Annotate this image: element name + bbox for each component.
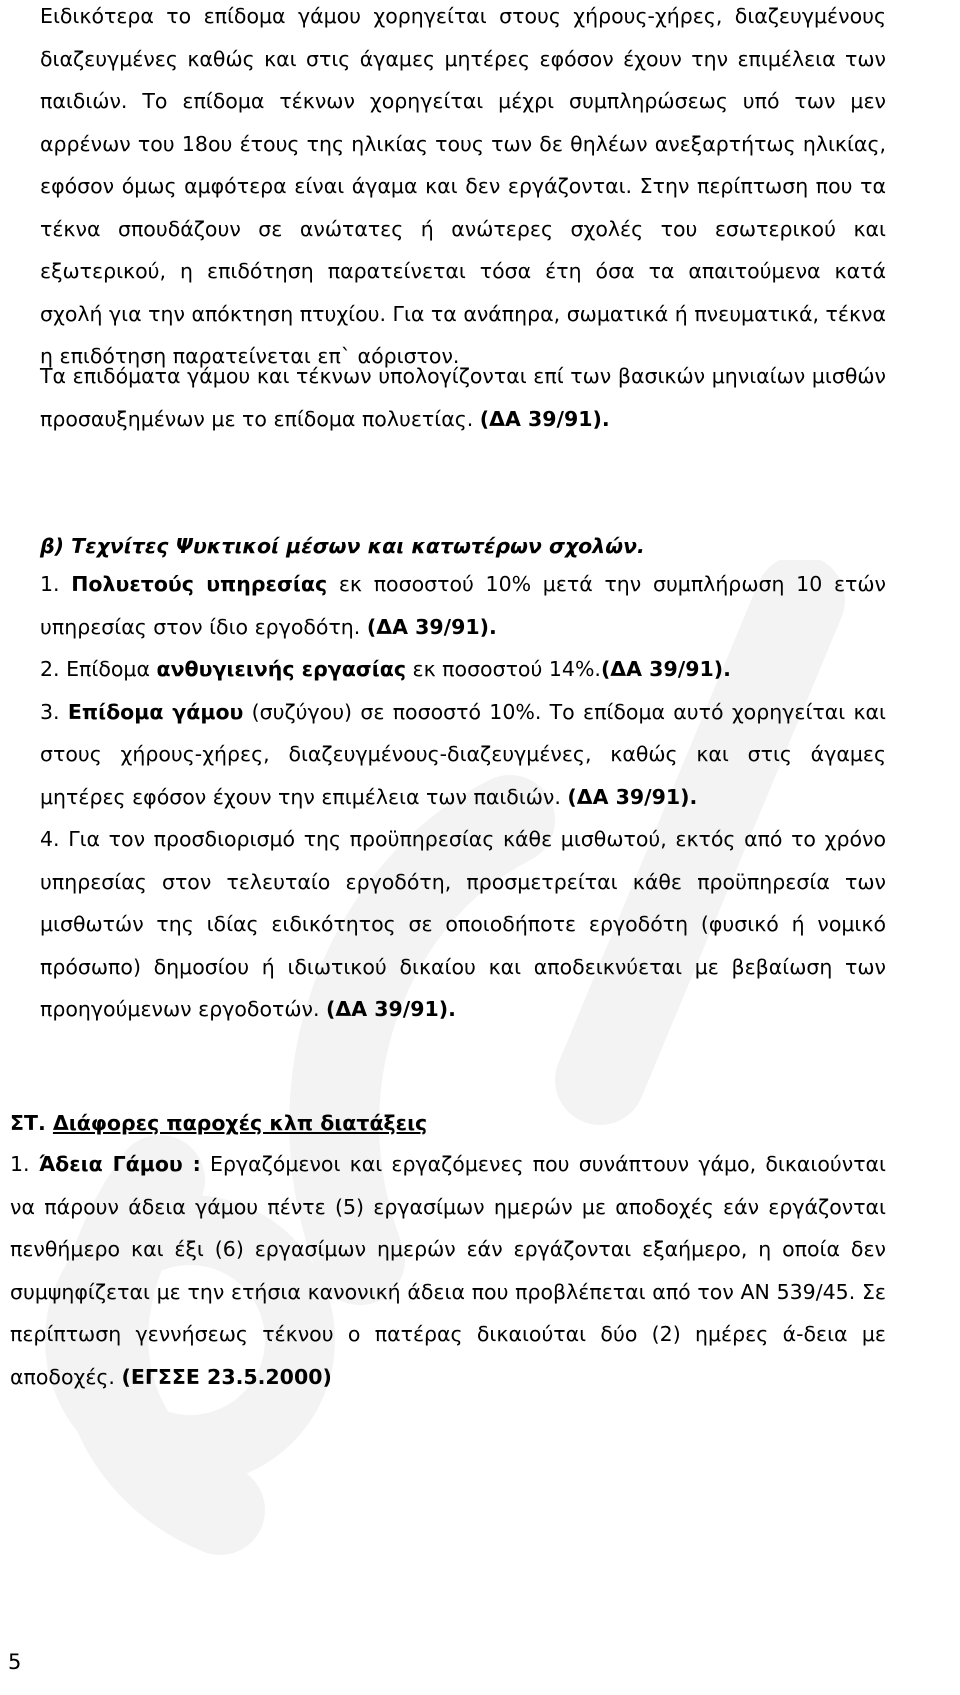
reference: (ΔΑ 39/91). [366,614,497,639]
reference: (ΔΑ 39/91). [600,657,731,681]
list-item [40,691,886,819]
list-item-number: 1. [10,1152,30,1176]
list-item-text: (συζύγου) σε ποσοστό 10%. Το επίδομα αυτό χορηγείται και στους χήρους-χήρες, διαζευγμένους-διαζευγμένες, καθώς και στις άγαμες μητέρες εφόσον έχουν την επιμέλεια των παιδιών. [40,699,886,809]
list-item-bold: Πολυετούς υπηρεσίας [71,572,328,596]
page-number: 5 [8,1650,22,1674]
list-item-bold: Επίδομα γάμου [67,699,244,724]
list-item [40,648,886,691]
list-item-bold: Άδεια Γάμου : [38,1152,201,1176]
list-item-number: 4. [40,827,60,851]
paragraph-text: Τα επιδόματα γάμου και τέκνων υπολογίζονται επί των βασικών μηνιαίων μισθών προσαυξημένων με το επίδομα πολυετίας. [40,364,886,431]
section-st-list [10,1143,886,1398]
list-item-text: Για τον προσδιορισμό της προϋπηρεσίας κάθε μισθωτού, εκτός από το χρόνο υπηρεσίας στον τελευταίο εργοδότη, προσμετρείται κάθε προϋπηρεσία των μισθωτών της ιδίας ειδικότητος σε οποιοδήποτε εργοδότη (φυσικό ή νομικό πρόσωπο) δημοσίου ή ιδιωτικού δικαίου και αποδεικνύεται με βεβαίωση των προηγούμενων εργοδοτών. [40,827,886,1021]
section-st-title: Διάφορες παροχές κλπ διατάξεις [52,1111,428,1135]
list-item-number: 2. [40,657,60,681]
list-item [40,818,886,1031]
section-st-prefix: ΣΤ. [10,1111,53,1135]
list-item [40,563,886,648]
list-item-text: εκ ποσοστού 10% μετά την συμπλήρωση 10 ετών υπηρεσίας στον ίδιο εργοδότη. [40,572,886,639]
list-item-text: εκ ποσοστού 14%. [405,657,601,681]
list-item [10,1143,886,1398]
paragraph-allowance-calculation [40,355,886,440]
list-item-text: Εργαζόμενοι και εργαζόμενες που συνάπτουν γάμο, δικαιούνται να πάρουν άδεια γάμου πέντε (5) εργασίμων ημερών με αποδοχές εάν εργάζονται πενθήμερο και έξι (6) εργασίμων ημερών εάν εργάζονται εξαήμερο, η οποία δεν συμψηφίζεται με την ετήσια κανονική άδεια που προβλέπεται από τον ΑΝ 539/45. Σε περίπτωση γεννήσεως τέκνου ο πατέρας δικαιούται δύο (2) ημέρες ά-δεια με αποδοχές. [10,1152,886,1389]
list-item-bold: ανθυγιεινής εργασίας [156,657,406,681]
list-item-number: 1. [40,572,60,596]
reference: (ΔΑ 39/91). [325,997,456,1021]
reference: (ΔΑ 39/91). [479,406,610,431]
reference: (ΔΑ 39/91). [567,784,698,809]
list-item-pre: Επίδομα [66,657,157,681]
section-st-heading [10,1102,886,1144]
paragraph-marriage-children-allowance: Ειδικότερα το επίδομα γάμου χορηγείται στους χήρους-χήρες, διαζευγμένους διαζευγμένες καθώς και στις άγαμες μητέρες εφόσον έχουν την επιμέλεια των παιδιών. Το επίδομα τέκνων χορηγείται μέχρι συμπληρώσεως υπό των μεν αρρένων του 18ου έτους της ηλικίας τους των δε θηλέων ανεξαρτήτως ηλικίας, εφόσον όμως αμφότερα είναι άγαμα και δεν εργάζονται. Στην περίπτωση που τα τέκνα σπουδάζουν σε ανώτατες ή ανώτερες σχολές του εσωτερικού και εξωτερικού, η επιδότηση παρατείνεται τόσα έτη όσα τα απαιτούμενα κατά σχολή για την απόκτηση πτυχίου. Για τα ανάπηρα, σωματικά ή πνευματικά, τέκνα η επιδότηση παρατείνεται επ` αόριστον. [40,4,886,368]
reference: (ΕΓΣΣΕ 23.5.2000) [121,1364,332,1389]
section-b-heading: β) Τεχνίτες Ψυκτικοί μέσων και κατωτέρων σχολών. [40,534,645,558]
section-b-list [40,563,886,1031]
list-item-number: 3. [40,699,60,724]
